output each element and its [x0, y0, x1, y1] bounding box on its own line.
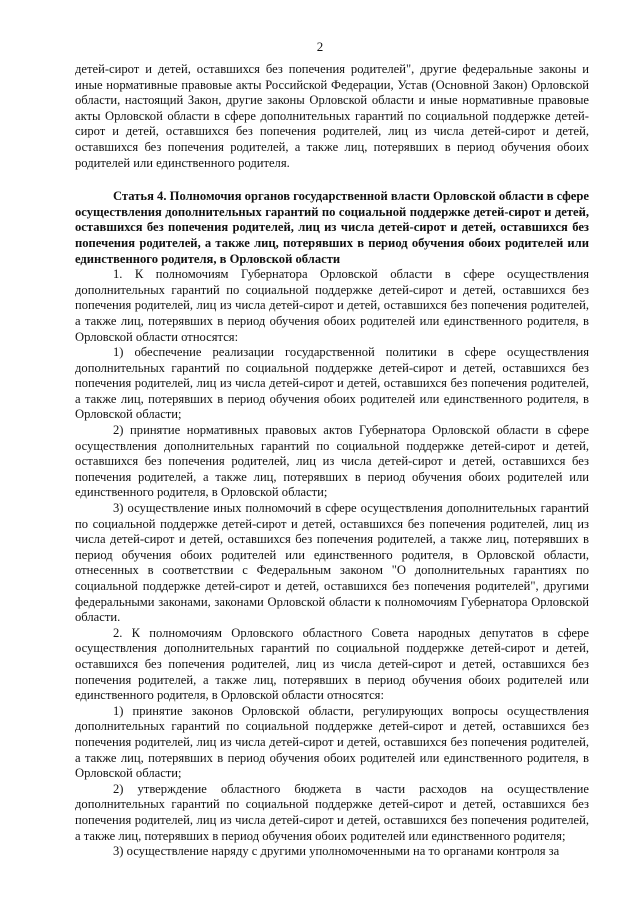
paragraph-council-item-3: 3) осуществление наряду с другими уполномоченными на то органами контроля за — [113, 844, 560, 859]
page-number: 2 — [316, 39, 324, 54]
paragraph-governor-item-1: 1) обеспечение реализации государственной политики в сфере осуществления дополнительных гарантий по социальной поддержке детей-сирот и детей, оставшихся без попечения родителей, лиц из числа детей-сирот и детей, оставшихся без попечения родителей, а также лиц, потерявших в период обучения обоих родителей или единственного родителя, в Орловской области; — [75, 345, 589, 422]
paragraph-governor-item-3: 3) осуществление иных полномочий в сфере осуществления дополнительных гарантий по социальной поддержке детей-сирот и детей, оставшихся без попечения родителей, лиц из числа детей-сирот и детей, оставшихся без попечения родителей, а также лиц, потерявших в период обучения обоих родителей или единственного родителя, в Орловской области, отнесенных в соответствии с Федеральным законом "О дополнительных гарантиях по социальной поддержке детей-сирот и детей, оставшихся без попечения родителей", другими федеральными законами, законами Орловской области к полномочиям Губернатора Орловской области. — [75, 501, 589, 625]
paragraph-governor-item-2: 2) принятие нормативных правовых актов Губернатора Орловской области в сфере осуществления дополнительных гарантий по социальной поддержке детей-сирот и детей, оставшихся без попечения родителей, лиц из числа детей-сирот и детей, оставшихся без попечения родителей, а также лиц, потерявших в период обучения обоих родителей или единственного родителя, в Орловской области; — [75, 423, 589, 500]
article-4-heading: Статья 4. Полномочия органов государственной власти Орловской области в сфере осуществления дополнительных гарантий по социальной поддержке детей-сирот и детей, оставшихся без попечения родителей, лиц из числа детей-сирот и детей, оставшихся без попечения родителей, а также лиц, потерявших в период обучения обоих родителей или единственного родителя, в Орловской области — [75, 189, 589, 266]
paragraph-council-item-1: 1) принятие законов Орловской области, регулирующих вопросы осуществления дополнительных гарантий по социальной поддержке детей-сирот и детей, оставшихся без попечения родителей, лиц из числа детей-сирот и детей, оставшихся без попечения родителей, а также лиц, потерявших в период обучения обоих родителей или единственного родителя, в Орловской области; — [75, 703, 589, 781]
paragraph-intro-continuation: детей-сирот и детей, оставшихся без попечения родителей", другие федеральные законы и иные нормативные правовые акты Российской Федерации, Устав (Основной Закон) Орловской области, настоящий Закон, другие законы Орловской области и иные нормативные правовые акты Орловской области в сфере дополнительных гарантий по социальной поддержке детей-сирот и детей, оставшихся без попечения родителей, лиц из числа детей-сирот и детей, оставшихся без попечения родителей, а также лиц, потерявших в период обучения обоих родителей или единственного родителя. — [75, 62, 589, 170]
document-body — [75, 62, 589, 860]
paragraph-council-powers: 2. К полномочиям Орловского областного Совета народных депутатов в сфере осуществления дополнительных гарантий по социальной поддержке детей-сирот и детей, оставшихся без попечения родителей, лиц из числа детей-сирот и детей, оставшихся без попечения родителей, а также лиц, потерявших в период обучения обоих родителей или единственного родителя, в Орловской области относятся: — [75, 625, 589, 703]
paragraph-council-item-2: 2) утверждение областного бюджета в части расходов на осуществление дополнительных гарантий по социальной поддержке детей-сирот и детей, оставшихся без попечения родителей, лиц из числа детей-сирот и детей, оставшихся без попечения родителей, а также лиц, потерявших в период обучения обоих родителей или единственного родителя; — [75, 781, 589, 843]
paragraph-governor-powers: 1. К полномочиям Губернатора Орловской области в сфере осуществления дополнительных гарантий по социальной поддержке детей-сирот и детей, оставшихся без попечения родителей, лиц из числа детей-сирот и детей, оставшихся без попечения родителей, а также лиц, потерявших в период обучения обоих родителей или единственного родителя, в Орловской области относятся: — [75, 267, 589, 344]
